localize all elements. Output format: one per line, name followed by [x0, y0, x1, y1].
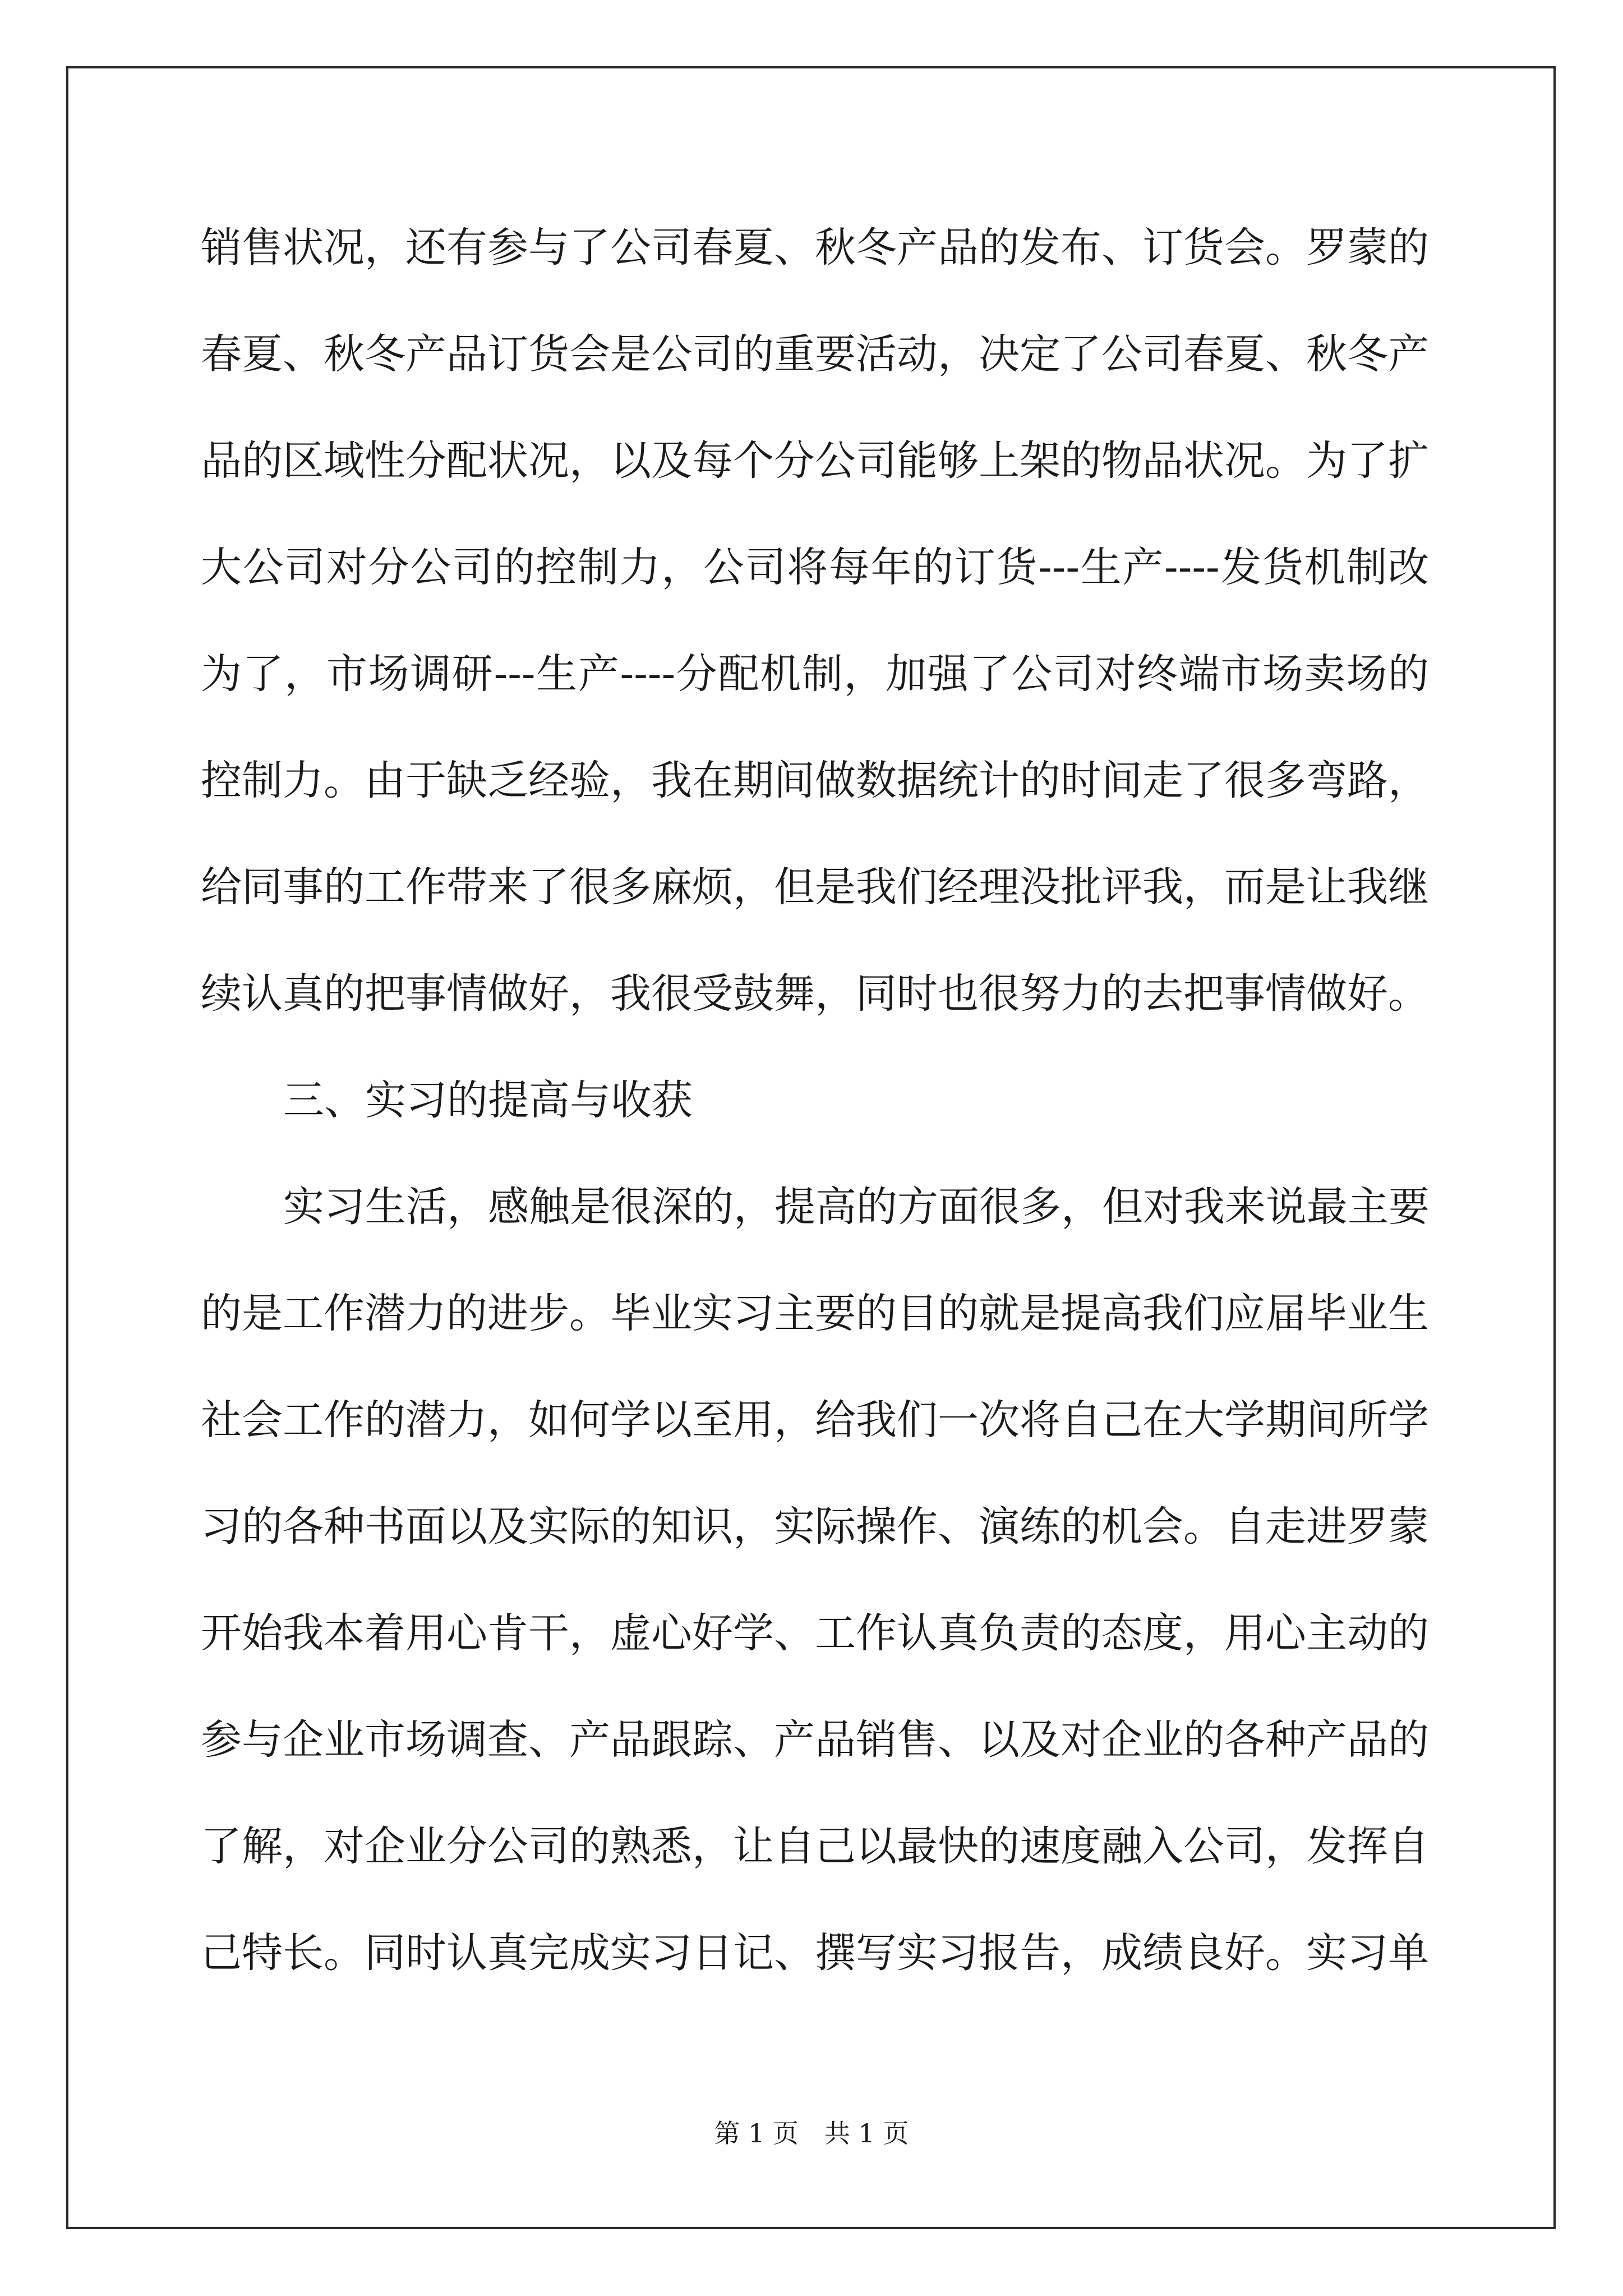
text-line: 续认真的把事情做好，我很受鼓舞，同时也很努力的去把事情做好。 [201, 970, 1429, 1018]
page-footer: 第 1 页 共 1 页 [714, 2118, 909, 2148]
text-line: 开始我本着用心肯干，虚心好学、工作认真负责的态度，用心主动的 [201, 1609, 1429, 1657]
text-line: 春夏、秋冬产品订货会是公司的重要活动，决定了公司春夏、秋冬产 [201, 330, 1429, 378]
text-line: 参与企业市场调查、产品跟踪、产品销售、以及对企业的各种产品的 [201, 1716, 1429, 1764]
section-heading: 三、实习的提高与收获 [283, 1076, 693, 1124]
text-line: 品的区域性分配状况，以及每个分公司能够上架的物品状况。为了扩 [201, 437, 1429, 485]
text-line: 控制力。由于缺乏经验，我在期间做数据统计的时间走了很多弯路， [201, 757, 1429, 804]
text-line: 己特长。同时认真完成实习日记、撰写实习报告，成绩良好。实习单 [201, 1929, 1429, 1977]
text-line: 给同事的工作带来了很多麻烦，但是我们经理没批评我，而是让我继 [201, 863, 1429, 911]
text-line: 实习生活，感触是很深的，提高的方面很多，但对我来说最主要 [283, 1183, 1430, 1231]
text-line: 的是工作潜力的进步。毕业实习主要的目的就是提高我们应届毕业生 [201, 1290, 1429, 1337]
text-line: 为了，市场调研---生产----分配机制，加强了公司对终端市场卖场的 [201, 650, 1429, 698]
text-line: 了解，对企业分公司的熟悉，让自己以最快的速度融入公司，发挥自 [201, 1823, 1429, 1870]
text-line: 销售状况，还有参与了公司春夏、秋冬产品的发布、订货会。罗蒙的 [201, 224, 1429, 272]
text-line: 社会工作的潜力，如何学以至用，给我们一次将自己在大学期间所学 [201, 1396, 1429, 1444]
text-line: 大公司对分公司的控制力，公司将每年的订货---生产----发货机制改 [201, 544, 1429, 591]
text-line: 习的各种书面以及实际的知识，实际操作、演练的机会。自走进罗蒙 [201, 1503, 1429, 1550]
page-border [66, 66, 1556, 2229]
